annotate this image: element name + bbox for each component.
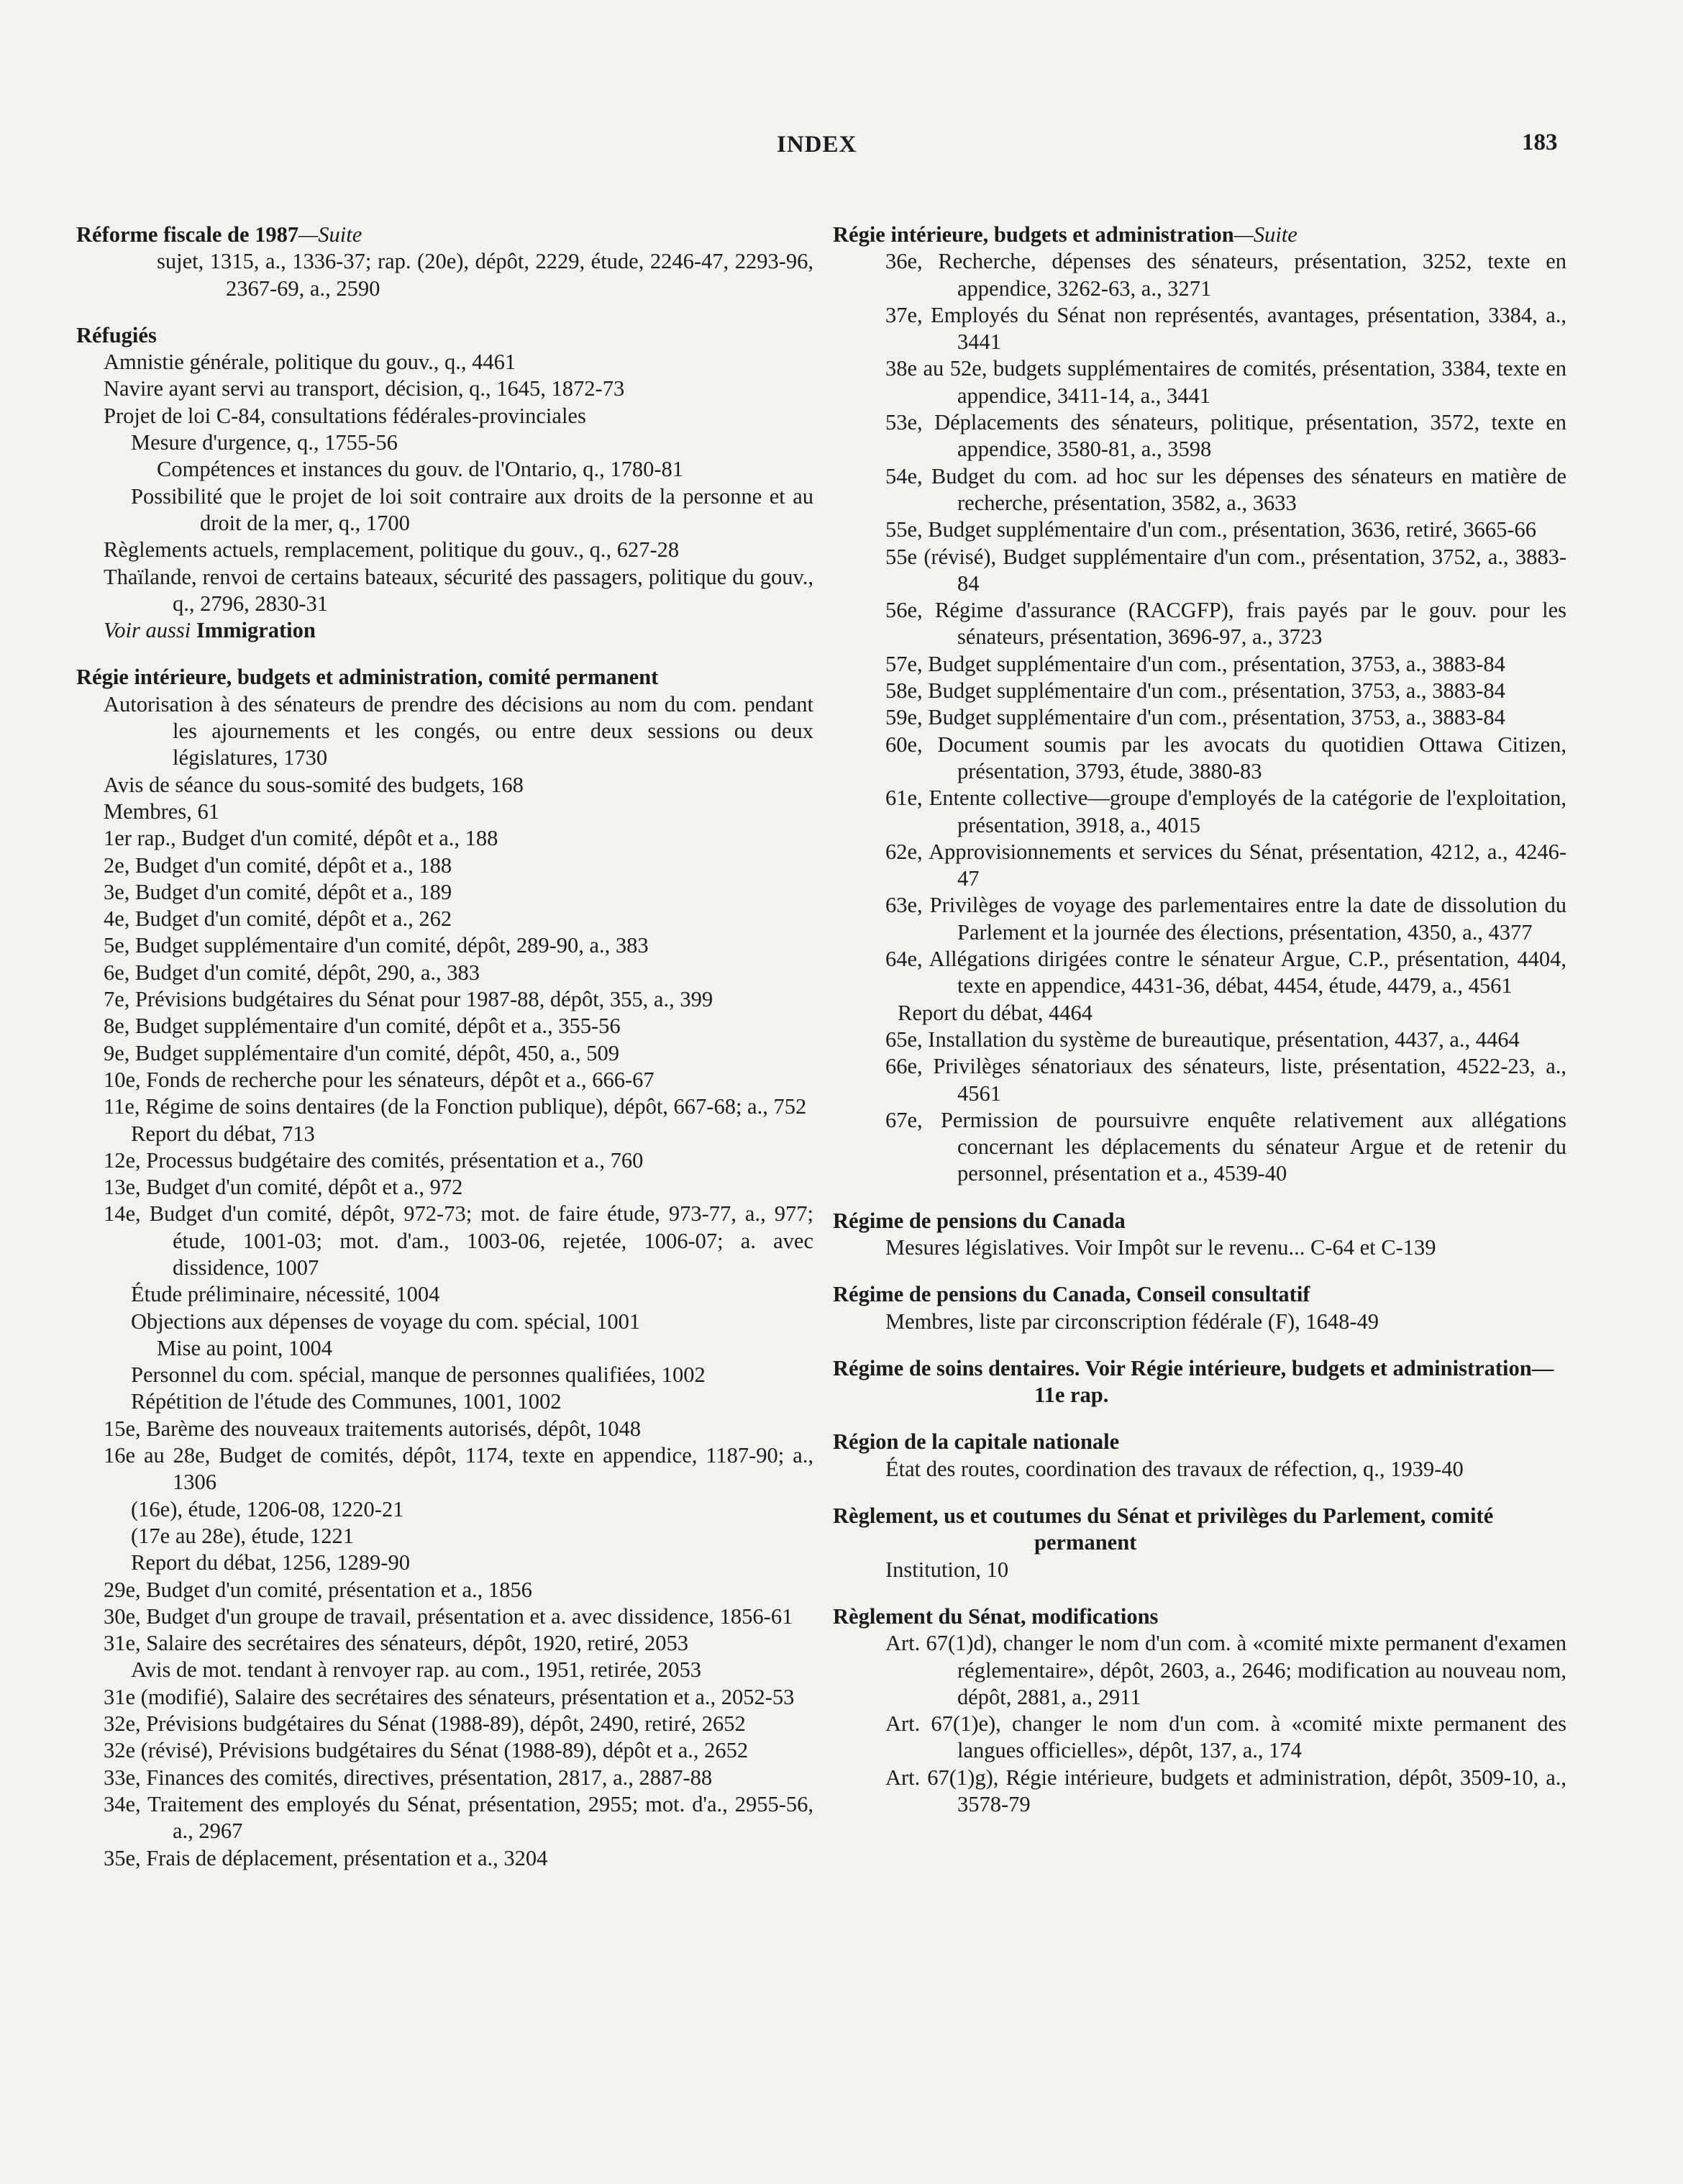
index-subentry: Personnel du com. spécial, manque de personnes qualifiées, 1002: [131, 1362, 706, 1388]
index-subentry: 62e, Approvisionnements et services du Sénat, présentation, 4212, a., 4246-47: [885, 839, 1566, 891]
index-subentry: 16e au 28e, Budget de comités, dépôt, 1174, texte en appendice, 1187-90; a., 1306: [104, 1443, 813, 1495]
index-subentry: 37e, Employés du Sénat non représentés, avantages, présentation, 3384, a., 3441: [885, 302, 1566, 355]
index-subentry: 57e, Budget supplémentaire d'un com., présentation, 3753, a., 3883-84: [885, 651, 1505, 676]
index-subentry: 15e, Barème des nouveaux traitements autorisés, dépôt, 1048: [104, 1416, 642, 1441]
entry-heading: [833, 1603, 1566, 1630]
index-subentry: 3e, Budget d'un comité, dépôt et a., 189: [104, 879, 452, 904]
entry-heading: [833, 222, 1566, 248]
see-also-reference: [76, 617, 813, 644]
index-subentry: Projet de loi C-84, consultations fédérales-provinciales: [104, 403, 586, 428]
index-subentry: Mesure d'urgence, q., 1755-56: [131, 430, 398, 455]
index-subentry: 58e, Budget supplémentaire d'un com., présentation, 3753, a., 3883-84: [885, 678, 1505, 704]
see-also-label: Voir aussi: [104, 618, 191, 643]
index-subentry: 32e (révisé), Prévisions budgétaires du Sénat (1988-89), dépôt et a., 2652: [104, 1738, 749, 1763]
entry-heading: [833, 1429, 1566, 1455]
index-subentry: 56e, Régime d'assurance (RACGFP), frais payés par le gouv. pour les sénateurs, présentation, 3696-97, a., 3723: [885, 598, 1566, 650]
entry-heading-text: Régie intérieure, budgets et administration, comité permanent: [76, 665, 659, 690]
index-subentry: Institution, 10: [885, 1557, 1009, 1582]
index-entry: [833, 1281, 1566, 1335]
index-subentry: 66e, Privilèges sénatoriaux des sénateurs, liste, présentation, 4522-23, a., 4561: [885, 1054, 1566, 1106]
index-subentry: 55e (révisé), Budget supplémentaire d'un com., présentation, 3752, a., 3883-84: [885, 544, 1566, 596]
index-subentry: 33e, Finances des comités, directives, présentation, 2817, a., 2887-88: [104, 1765, 713, 1790]
index-subentry: 53e, Déplacements des sénateurs, politique, présentation, 3572, texte en appendice, 3580-81, a., 3598: [885, 410, 1566, 462]
index-entry: [833, 1429, 1566, 1483]
entry-heading-text: Région de la capitale nationale: [833, 1429, 1120, 1455]
index-entry: [833, 1503, 1566, 1583]
index-subentry: sujet, 1315, a., 1336-37; rap. (20e), dépôt, 2229, étude, 2246-47, 2293-96, 2367-69, a., 2590: [157, 249, 813, 301]
index-entry: [833, 1355, 1566, 1409]
index-entry: [76, 222, 813, 302]
entry-suite-marker: —Suite: [1233, 222, 1297, 247]
index-subentry: 59e, Budget supplémentaire d'un com., présentation, 3753, a., 3883-84: [885, 705, 1505, 730]
index-subentry: Avis de séance du sous-somité des budgets, 168: [104, 772, 524, 797]
index-column-left: [76, 222, 813, 1872]
index-subentry: (17e au 28e), étude, 1221: [131, 1523, 354, 1548]
index-subentry: 55e, Budget supplémentaire d'un com., présentation, 3636, retiré, 3665-66: [885, 517, 1537, 542]
index-subentry: 4e, Budget d'un comité, dépôt et a., 262: [104, 906, 452, 932]
entry-heading-text: Régime de pensions du Canada: [833, 1208, 1126, 1233]
index-subentry: Report du débat, 1256, 1289-90: [131, 1550, 410, 1575]
index-subentry: 14e, Budget d'un comité, dépôt, 972-73; mot. de faire étude, 973-77, a., 977; étude, 1001-03; mot. d'am., 1003-06, rejetée, 1006-07; a. avec dissidence, 1007: [104, 1201, 813, 1280]
see-also-target: Immigration: [196, 618, 316, 643]
index-subentry: 11e, Régime de soins dentaires (de la Fonction publique), dépôt, 667-68; a., 752: [104, 1094, 807, 1119]
index-subentry: 6e, Budget d'un comité, dépôt, 290, a., 383: [104, 960, 480, 985]
index-subentry: Répétition de l'étude des Communes, 1001, 1002: [131, 1389, 562, 1414]
entry-heading-text: Régime de soins dentaires. Voir Régie intérieure, budgets et administration—11e rap.: [833, 1355, 1554, 1408]
index-entry: [76, 664, 813, 1871]
index-subentry: État des routes, coordination des travaux de réfection, q., 1939-40: [885, 1456, 1464, 1481]
entry-heading-text: Réfugiés: [76, 322, 157, 347]
index-subentry: (16e), étude, 1206-08, 1220-21: [131, 1496, 404, 1521]
entry-heading-text: Régie intérieure, budgets et administration: [833, 222, 1234, 247]
index-subentry: Amnistie générale, politique du gouv., q., 4461: [104, 350, 516, 375]
index-entry: [833, 1603, 1566, 1818]
index-subentry: Membres, 61: [104, 798, 219, 824]
index-subentry: Report du débat, 713: [131, 1121, 315, 1146]
index-subentry: Possibilité que le projet de loi soit contraire aux droits de la personne et au droit de la mer, q., 1700: [131, 483, 813, 535]
index-subentry: 32e, Prévisions budgétaires du Sénat (1988-89), dépôt, 2490, retiré, 2652: [104, 1711, 746, 1737]
entry-suite-marker: —Suite: [298, 222, 362, 247]
index-subentry: 1er rap., Budget d'un comité, dépôt et a., 188: [104, 826, 498, 851]
index-subentry: Objections aux dépenses de voyage du com. spécial, 1001: [131, 1309, 641, 1334]
index-subentry: Art. 67(1)d), changer le nom d'un com. à «comité mixte permanent d'examen réglementaire», dépôt, 2603, a., 2646; modification au nouveau nom, dépôt, 2881, a., 2911: [885, 1631, 1566, 1709]
index-subentry: Thaïlande, renvoi de certains bateaux, sécurité des passagers, politique du gouv., q., 2796, 2830-31: [104, 564, 813, 616]
entry-heading: [833, 1503, 1566, 1557]
index-subentry: 7e, Prévisions budgétaires du Sénat pour 1987-88, dépôt, 355, a., 399: [104, 987, 713, 1012]
index-subentry: 67e, Permission de poursuivre enquête relativement aux allégations concernant les déplacements du sénateur Argue et de retenir du personnel, présentation et a., 4539-40: [885, 1107, 1566, 1186]
index-subentry: Avis de mot. tendant à renvoyer rap. au com., 1951, retirée, 2053: [131, 1657, 702, 1683]
index-subentry: 36e, Recherche, dépenses des sénateurs, présentation, 3252, texte en appendice, 3262-63, a., 3271: [885, 249, 1566, 301]
index-subentry: Règlements actuels, remplacement, politique du gouv., q., 627-28: [104, 537, 680, 563]
index-subentry: Compétences et instances du gouv. de l'Ontario, q., 1780-81: [157, 457, 683, 482]
index-subentry: 12e, Processus budgétaire des comités, présentation et a., 760: [104, 1147, 644, 1173]
index-subentry: Membres, liste par circonscription fédérale (F), 1648-49: [885, 1309, 1379, 1334]
index-subentry: 9e, Budget supplémentaire d'un comité, dépôt, 450, a., 509: [104, 1040, 620, 1065]
index-subentry: Mise au point, 1004: [157, 1335, 332, 1360]
index-subentry: 10e, Fonds de recherche pour les sénateurs, dépôt et a., 666-67: [104, 1067, 654, 1092]
index-subentry: 60e, Document soumis par les avocats du quotidien Ottawa Citizen, présentation, 3793, étude, 3880-83: [885, 732, 1566, 783]
entry-heading-text: Règlement, us et coutumes du Sénat et privilèges du Parlement, comité permanent: [833, 1503, 1494, 1555]
index-subentry: 29e, Budget d'un comité, présentation et a., 1856: [104, 1577, 532, 1602]
index-column-right: [833, 222, 1566, 1818]
index-subentry: Navire ayant servi au transport, décision, q., 1645, 1872-73: [104, 376, 625, 401]
index-subentry: 5e, Budget supplémentaire d'un comité, dépôt, 289-90, a., 383: [104, 933, 649, 958]
entry-heading: [76, 222, 813, 248]
index-subentry: 8e, Budget supplémentaire d'un comité, dépôt et a., 355-56: [104, 1014, 621, 1039]
index-subentry: 31e (modifié), Salaire des secrétaires des sénateurs, présentation et a., 2052-53: [104, 1684, 795, 1709]
entry-heading: [833, 1281, 1566, 1308]
entry-heading: [76, 322, 813, 349]
index-subentry: 64e, Allégations dirigées contre le sénateur Argue, C.P., présentation, 4404, texte en appendice, 4431-36, débat, 4454, étude, 4479, a., 4561: [885, 947, 1566, 998]
index-entry: [833, 222, 1566, 1188]
index-subentry: 2e, Budget d'un comité, dépôt et a., 188: [104, 852, 452, 878]
index-subentry: Report du débat, 4464: [898, 1000, 1093, 1025]
index-subentry: Art. 67(1)e), changer le nom d'un com. à «comité mixte permanent des langues officielles», dépôt, 137, a., 174: [885, 1711, 1566, 1763]
index-subentry: Étude préliminaire, nécessité, 1004: [131, 1282, 440, 1307]
index-subentry: 30e, Budget d'un groupe de travail, présentation et a. avec dissidence, 1856-61: [104, 1603, 793, 1629]
index-subentry: 65e, Installation du système de bureautique, présentation, 4437, a., 4464: [885, 1027, 1520, 1052]
entry-heading-text: Règlement du Sénat, modifications: [833, 1603, 1159, 1629]
index-entry: [833, 1208, 1566, 1262]
index-subentry: 13e, Budget d'un comité, dépôt et a., 972: [104, 1175, 463, 1200]
entry-heading-text: Réforme fiscale de 1987: [76, 222, 299, 247]
index-subentry: 34e, Traitement des employés du Sénat, présentation, 2955; mot. d'a., 2955-56, a., 2967: [104, 1791, 813, 1844]
index-subentry: 38e au 52e, budgets supplémentaires de comités, présentation, 3384, texte en appendice, 3411-14, a., 3441: [885, 356, 1566, 408]
entry-heading: [833, 1208, 1566, 1234]
index-subentry: 35e, Frais de déplacement, présentation et a., 3204: [104, 1845, 548, 1870]
index-header-title: INDEX: [777, 132, 857, 158]
entry-heading-text: Régime de pensions du Canada, Conseil consultatif: [833, 1282, 1310, 1307]
index-subentry: 54e, Budget du com. ad hoc sur les dépenses des sénateurs en matière de recherche, présentation, 3582, a., 3633: [885, 463, 1566, 515]
index-subentry: Art. 67(1)g), Régie intérieure, budgets et administration, dépôt, 3509-10, a., 3578-79: [885, 1765, 1566, 1817]
index-subentry: Mesures législatives. Voir Impôt sur le revenu... C-64 et C-139: [885, 1234, 1436, 1260]
index-subentry: 63e, Privilèges de voyage des parlementaires entre la date de dissolution du Parlement et la journée des élections, présentation, 4350, a., 4377: [885, 893, 1566, 945]
index-subentry: 61e, Entente collective—groupe d'employés de la catégorie de l'exploitation, présentation, 3918, a., 4015: [885, 786, 1566, 837]
page-number: 183: [1522, 129, 1558, 155]
index-entry: [76, 322, 813, 645]
entry-heading: [833, 1355, 1566, 1409]
index-subentry: Autorisation à des sénateurs de prendre des décisions au nom du com. pendant les ajournements et les congés, ou entre deux sessions ou deux législatures, 1730: [104, 691, 813, 770]
entry-heading: [76, 664, 813, 691]
index-subentry: 31e, Salaire des secrétaires des sénateurs, dépôt, 1920, retiré, 2053: [104, 1631, 689, 1656]
